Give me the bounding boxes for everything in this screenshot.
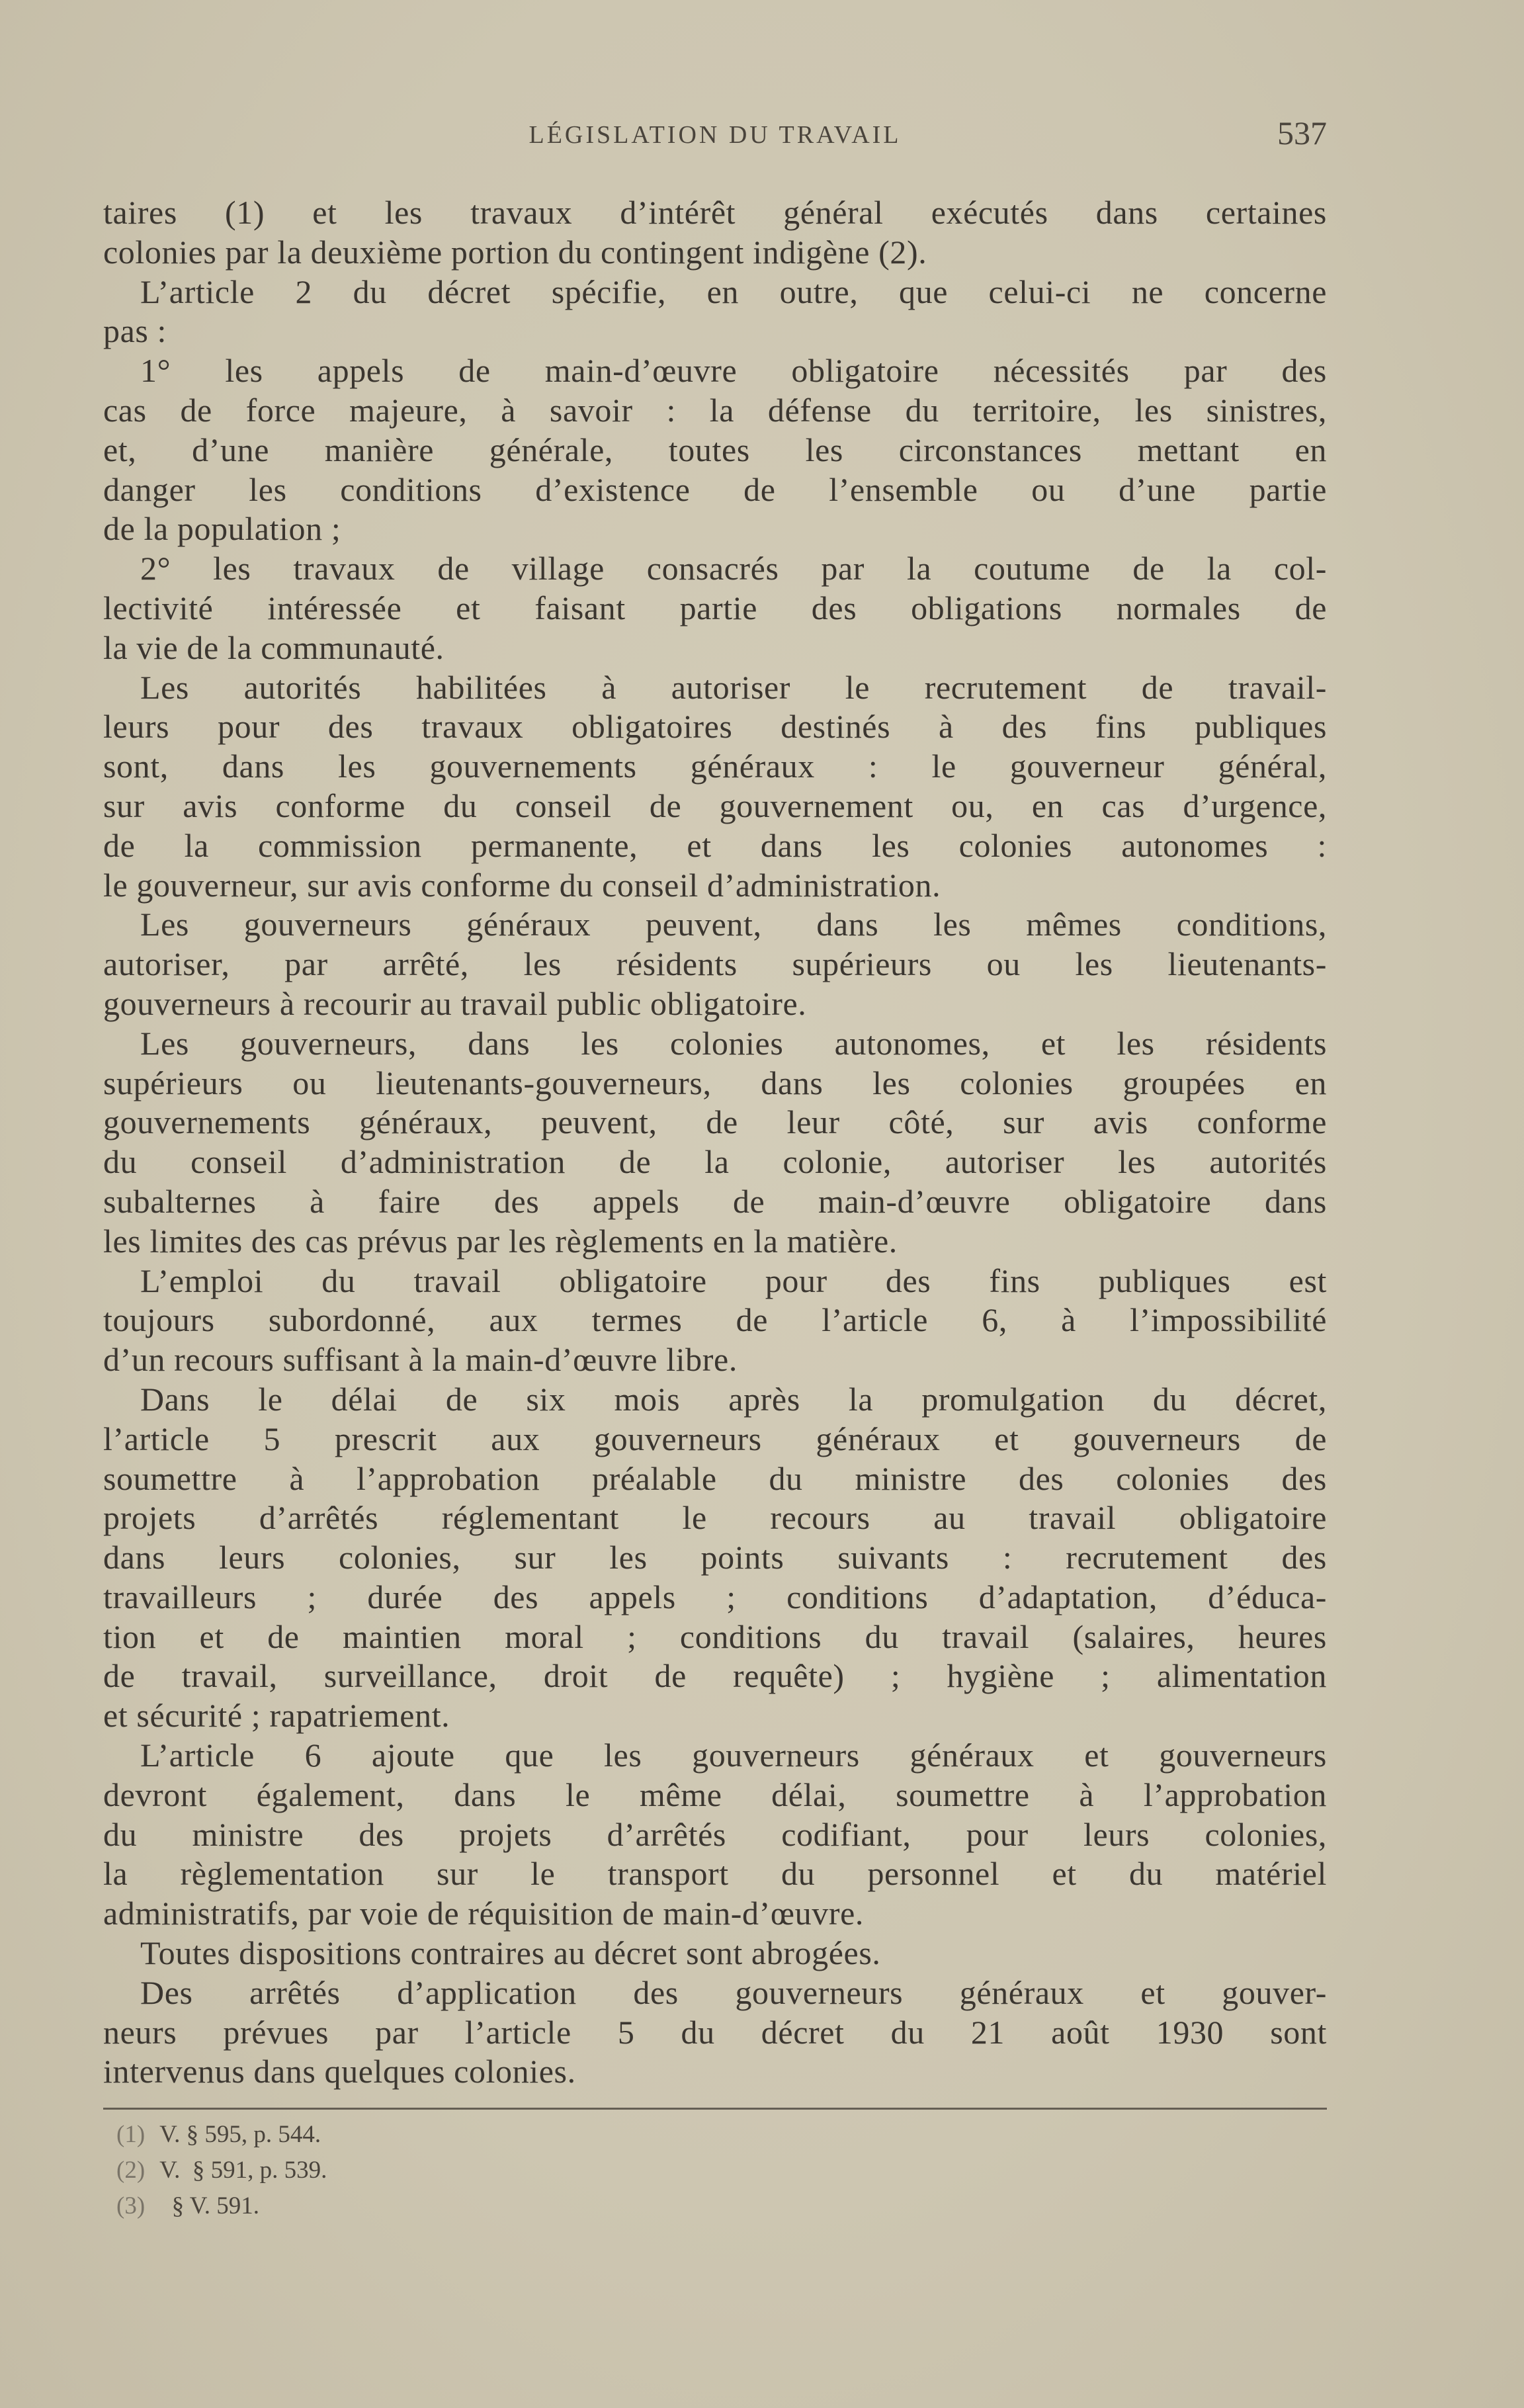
text-line: du ministre des projets d’arrêtés codifiant, pour leurs colonies,	[103, 1815, 1327, 1853]
footnote	[116, 2117, 327, 2153]
footnote-text: § V. 591.	[159, 2192, 259, 2219]
text-line: 2° les travaux de village consacrés par la coutume de la col-	[140, 550, 1327, 587]
text-line: sur avis conforme du conseil de gouvernement ou, en cas d’urgence,	[103, 787, 1327, 824]
paragraph	[103, 273, 1327, 352]
text-line: le gouverneur, sur avis conforme du conseil d’administration.	[103, 866, 941, 904]
text-line: de la commission permanente, et dans les colonies autonomes :	[103, 826, 1327, 864]
text-line: Toutes dispositions contraires au décret sont abrogées.	[140, 1934, 881, 1972]
text-line: gouvernements généraux, peuvent, de leur côté, sur avis conforme	[103, 1103, 1327, 1141]
footnotes	[116, 2117, 327, 2224]
text-line: Les gouverneurs généraux peuvent, dans les mêmes conditions,	[140, 906, 1327, 943]
text-line: L’article 6 ajoute que les gouverneurs généraux et gouverneurs	[140, 1737, 1327, 1774]
text-line: supérieurs ou lieutenants-gouverneurs, dans les colonies groupées en	[103, 1064, 1327, 1101]
text-line: pas :	[103, 312, 167, 350]
text-line: Les gouverneurs, dans les colonies autonomes, et les résidents	[140, 1024, 1327, 1062]
paragraph	[103, 905, 1327, 1023]
text-line: cas de force majeure, à savoir : la défense du territoire, les sinistres,	[103, 391, 1327, 429]
text-line: lectivité intéressée et faisant partie des obligations normales de	[103, 589, 1327, 626]
text-line: devront également, dans le même délai, soumettre à l’approbation	[103, 1776, 1327, 1813]
paragraph	[103, 1736, 1327, 1934]
text-line: gouverneurs à recourir au travail public obligatoire.	[103, 984, 807, 1022]
text-line: taires (1) et les travaux d’intérêt général exécutés dans certaines	[103, 194, 1327, 231]
footnote-mark: (3)	[116, 2192, 146, 2219]
body-text	[103, 193, 1327, 2092]
text-line: L’article 2 du décret spécifie, en outre, que celui-ci ne concerne	[140, 273, 1327, 310]
page-header	[103, 114, 1327, 153]
text-line: colonies par la deuxième portion du contingent indigène (2).	[103, 233, 927, 271]
paragraph	[103, 668, 1327, 906]
text-line: tion et de maintien moral ; conditions du travail (salaires, heures	[103, 1617, 1327, 1655]
text-line: Les autorités habilitées à autoriser le recrutement de travail-	[140, 668, 1327, 706]
text-line: d’un recours suffisant à la main-d’œuvre libre.	[103, 1341, 738, 1379]
text-line: sont, dans les gouvernements généraux : le gouverneur général,	[103, 748, 1327, 785]
text-line: danger les conditions d’existence de l’ensemble ou d’une partie	[103, 470, 1327, 508]
text-line: travailleurs ; durée des appels ; conditions d’adaptation, d’éduca-	[103, 1578, 1327, 1615]
text-line: L’emploi du travail obligatoire pour des fins publiques est	[140, 1262, 1327, 1299]
text-line: dans leurs colonies, sur les points suivants : recrutement des	[103, 1539, 1327, 1576]
text-line: la vie de la communauté.	[103, 628, 444, 666]
paragraph	[103, 1934, 1327, 1973]
footnote-divider	[103, 2108, 1327, 2110]
paragraph	[103, 1024, 1327, 1262]
paragraph	[103, 1973, 1327, 2092]
text-line: du conseil d’administration de la colonie, autoriser les autorités	[103, 1143, 1327, 1181]
text-line: toujours subordonné, aux termes de l’article 6, à l’impossibilité	[103, 1301, 1327, 1339]
text-line: la règlementation sur le transport du personnel et du matériel	[103, 1855, 1327, 1893]
text-line: Des arrêtés d’application des gouverneurs généraux et gouver-	[140, 1973, 1327, 2011]
running-title: LÉGISLATION DU TRAVAIL	[529, 121, 902, 149]
text-line: l’article 5 prescrit aux gouverneurs généraux et gouverneurs de	[103, 1420, 1327, 1457]
text-line: intervenus dans quelques colonies.	[103, 2053, 576, 2090]
paragraph	[103, 549, 1327, 667]
paragraph	[103, 1262, 1327, 1380]
text-line: et, d’une manière générale, toutes les circonstances mettant en	[103, 431, 1327, 468]
paragraph	[103, 351, 1327, 549]
paragraph	[103, 193, 1327, 273]
text-line: et sécurité ; rapatriement.	[103, 1697, 450, 1735]
footnote	[116, 2188, 327, 2224]
page-number: 537	[1277, 114, 1327, 151]
footnote-text: V. § 595, p. 544.	[159, 2121, 321, 2148]
text-line: autoriser, par arrêté, les résidents supérieurs ou les lieutenants-	[103, 945, 1327, 983]
text-line: Dans le délai de six mois après la promulgation du décret,	[140, 1380, 1327, 1418]
text-line: les limites des cas prévus par les règlements en la matière.	[103, 1222, 898, 1260]
text-line: neurs prévues par l’article 5 du décret du 21 août 1930 sont	[103, 2013, 1327, 2051]
text-line: leurs pour des travaux obligatoires destinés à des fins publiques	[103, 708, 1327, 746]
text-line: de travail, surveillance, droit de requête) ; hygiène ; alimentation	[103, 1657, 1327, 1695]
text-line: projets d’arrêtés réglementant le recours au travail obligatoire	[103, 1499, 1327, 1537]
footnote-mark: (1)	[116, 2121, 146, 2148]
footnote	[116, 2153, 327, 2188]
footnote-text: V. § 591, p. 539.	[159, 2157, 327, 2184]
text-line: 1° les appels de main-d’œuvre obligatoire nécessités par des	[140, 352, 1327, 390]
text-line: administratifs, par voie de réquisition de main-d’œuvre.	[103, 1895, 864, 1932]
text-line: subalternes à faire des appels de main-d’œuvre obligatoire dans	[103, 1182, 1327, 1220]
paragraph	[103, 1380, 1327, 1736]
footnote-mark: (2)	[116, 2157, 146, 2184]
text-line: de la population ;	[103, 510, 341, 548]
text-line: soumettre à l’approbation préalable du ministre des colonies des	[103, 1459, 1327, 1497]
